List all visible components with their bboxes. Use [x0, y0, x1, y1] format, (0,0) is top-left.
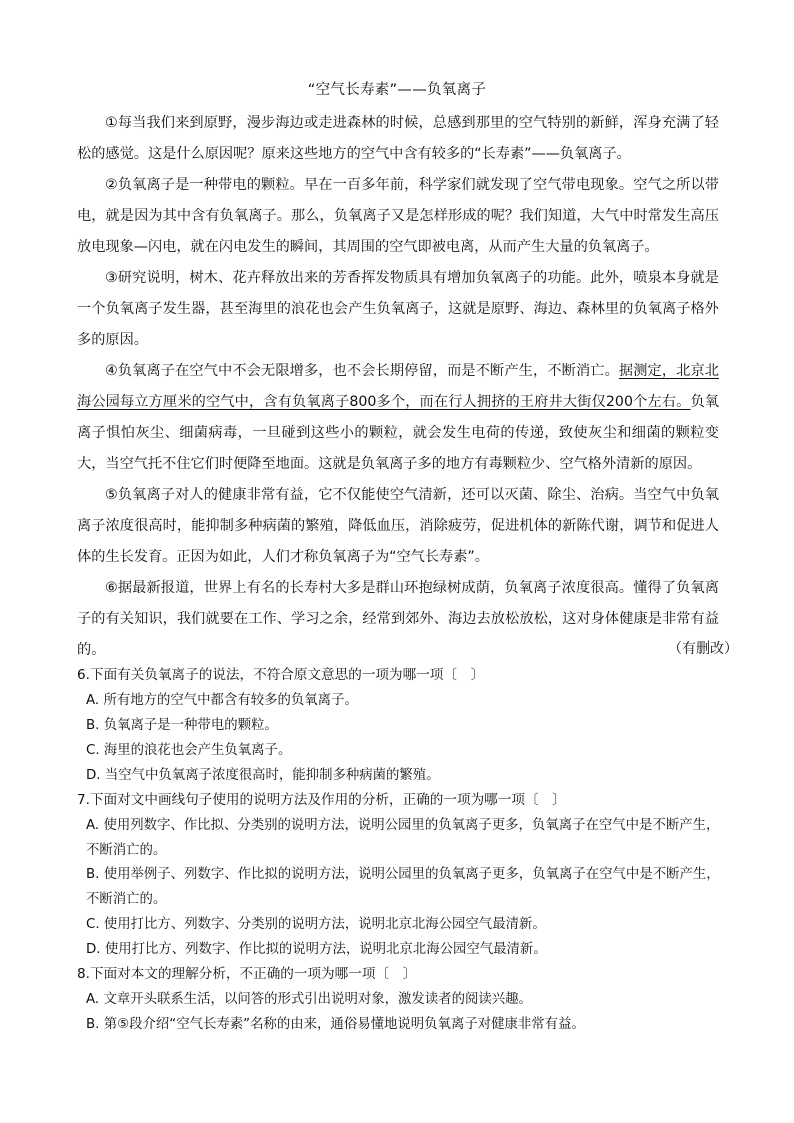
question-6-option-b: B. 负氧离子是一种带电的颗粒。: [86, 718, 278, 733]
article-title: “空气长寿素”——负氧离子: [307, 82, 487, 98]
underlined-sentence: 据测定，北京北海公园每立方厘米的空气中，含有负氧离子800多个，而在行人拥挤的王府井大街仅200个左右。: [77, 363, 719, 410]
paragraph-5: ⑤负氧离子对人的健康非常有益，它不仅能使空气清新，还可以灭菌、除尘、治病。当空气中负氧离子浓度很高时，能抑制多种病菌的繁殖，降低血压，消除疲劳，促进机体的新陈代谢，调节和促进人体的生长发育。正因为如此，人们才称负氧离子为“空气长寿素”。: [77, 487, 719, 565]
paragraph-4-rest: 负氧离子惧怕灰尘、细菌病毒，一旦碰到这些小的颗粒，就会发生电荷的传递，致使灰尘和细菌的颗粒变大，当空气托不住它们时便降至地面。这就是负氧离子多的地方有毒颗粒少、空气格外清新的原因。: [77, 394, 719, 472]
question-6-option-a: A. 所有地方的空气中都含有较多的负氧离子。: [86, 693, 358, 708]
question-7-option-c: C. 使用打比方、列数字、分类别的说明方法，说明北京北海公园空气最清新。: [86, 917, 546, 932]
paragraph-2: ②负氧离子是一种带电的颗粒。早在一百多年前，科学家们就发现了空气带电现象。空气之所以带电，就是因为其中含有负氧离子。那么，负氧离子又是怎样形成的呢？我们知道，大气中时常发生高压放电现象—闪电，就在闪电发生的瞬间，其周围的空气即被电离，从而产生大量的负氧离子。: [77, 177, 719, 255]
question-7-option-a: A. 使用列数字、作比拟、分类别的说明方法，说明公园里的负氧离子更多，负氧离子在空气中是不断产生，不断消亡的。: [86, 818, 720, 858]
paragraph-3: ③研究说明，树木、花卉释放出来的芳香挥发物质具有增加负氧离子的功能。此外，喷泉本身就是一个负氧离子发生器，甚至海里的浪花也会产生负氧离子，这就是原野、海边、森林里的负氧离子格外多的原因。: [77, 270, 719, 348]
paragraph-4-intro: ④负氧离子在空气中不会无限增多，也不会长期停留，而是不断产生，不断消亡。: [105, 363, 619, 379]
paragraph-4: [77, 356, 719, 480]
question-6-option-c: C. 海里的浪花也会产生负氧离子。: [86, 743, 292, 758]
question-6-stem: 6.下面有关负氧离子的说法，不符合原文意思的一项为哪一项〔 〕: [77, 667, 485, 683]
question-7-option-d: D. 使用打比方、列数字、作比拟的说明方法，说明北京北海公园空气最清新。: [86, 942, 547, 957]
question-6-option-d: D. 当空气中负氧离子浓度很高时，能抑制多种病菌的繁殖。: [86, 768, 440, 783]
question-7-stem: 7.下面对文中画线句子使用的说明方法及作用的分析，正确的一项为哪一项〔 〕: [77, 792, 566, 808]
question-8-stem: 8.下面对本文的理解分析，不正确的一项为哪一项〔 〕: [77, 966, 417, 982]
question-8-option-b: B. 第⑤段介绍“空气长寿素”名称的由来，通俗易懂地说明负氧离子对健康非常有益。: [86, 1017, 585, 1032]
source-note: （有删改）: [668, 641, 738, 657]
question-7-option-b: B. 使用举例子、列数字、作比拟的说明方法，说明公园里的负氧离子更多，负氧离子在空气中是不断产生，不断消亡的。: [86, 867, 720, 907]
paragraph-6: ⑥据最新报道，世界上有名的长寿村大多是群山环抱绿树成荫，负氧离子浓度很高。懂得了负氧离子的有关知识，我们就要在工作、学习之余，经常到郊外、海边去放松放松，这对身体健康是非常有益的。: [77, 580, 719, 658]
question-8-option-a: A. 文章开头联系生活，以问答的形式引出说明对象，激发读者的阅读兴趣。: [86, 992, 532, 1007]
paragraph-1: ①每当我们来到原野，漫步海边或走进森林的时候，总感到那里的空气特别的新鲜，浑身充满了轻松的感觉。这是什么原因呢？原来这些地方的空气中含有较多的“长寿素”——负氧离子。: [77, 115, 719, 162]
